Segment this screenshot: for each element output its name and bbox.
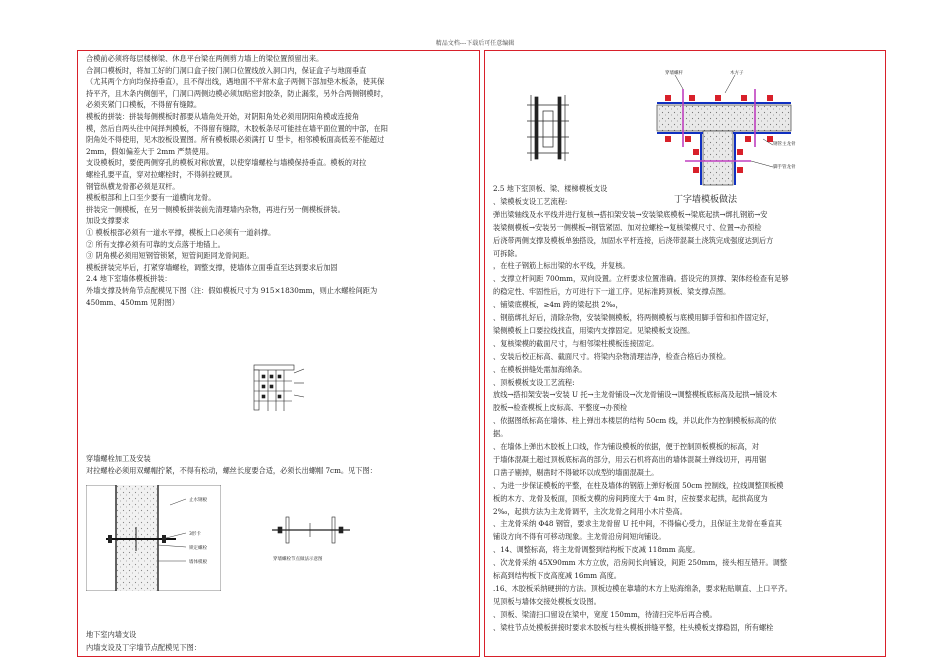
right-text-line-2: 弹出梁轴线及水平线并进行复核→搭扣架安装→安装梁底模板→梁底起拱→绑扎钢筋→安: [493, 209, 768, 219]
right-text-line-24: 板的木方、龙骨及板面，顶板支模的房间跨度大于 4m 时，应按要求起拱，起拱高度为: [493, 493, 768, 503]
left-text-line-11: 钢管纵横龙骨都必须是双杆。: [86, 181, 180, 191]
right-text-line-19: 据。: [493, 429, 508, 439]
inner-wall-title: 地下室内墙支设: [86, 630, 137, 639]
left-text-line-15: ① 模板根部必须有一道水平撑，模板上口必须有一道斜撑。: [86, 228, 276, 237]
right-text-line-12: 、复核梁模的截面尺寸，与相邻梁柱模板连接固定。: [493, 338, 659, 348]
right-text-line-17: 胶板→检查模板上皮标高、平整度→办预检: [493, 403, 628, 413]
right-text-line-26: 、主龙骨采纳 Φ48 钢管，要求主龙骨留 U 托中间，不得偏心受力，且保证主龙骨在垂直其: [493, 519, 782, 529]
right-text-line-14: 、在模板拼缝处需加海绵条。: [493, 364, 587, 374]
right-text-line-28: 、14、调整标高，将主龙骨调整到结构板下皮减 118mm 高度。: [493, 545, 700, 555]
left-text-line-21: 450mm、450mm 见附图）: [86, 297, 179, 307]
left-text-line-12: 模板根部和上口至少要有一道横向龙骨。: [86, 193, 216, 203]
right-text-line-4: 后浇带两侧支撑及模板单独搭设，加固水平杆连接，后浇带混凝土浇筑完成强度达到后方: [493, 235, 774, 245]
right-text-line-3: 装梁侧模板→安装另一侧模板→钢管紧固、加对拉螺栓→复核梁模尺寸、位置→办预检: [493, 222, 762, 232]
left-text-line-3: 持平齐，且木条内侧刨平，门洞口两侧边模必须加贴密封胶条，防止漏浆，另外合两侧钢模时，: [86, 88, 388, 98]
left-text-line-4: 必须夹紧门口模板，不得留有缝隙。: [86, 100, 202, 110]
left-text-line-17: ③ 阴角模必须用短钢管锁紧，短管间距同龙骨间距。: [86, 251, 254, 261]
right-text-line-18: 、依据图纸标高在墙体、柱上弹出本楼层的结构 50cm 线，并以此作为控制模板标高的依: [493, 416, 777, 426]
bolt-section-text: 对拉螺栓必须用双螺帽拧紧，不得有松动，螺丝长度要合适，必须长出螺帽 7cm。见下图：: [86, 466, 377, 475]
left-text-line-20: 外墙支撑及转角节点配模见下图（注：假如模板尺寸为 915×1830mm，则止水螺栓间距为: [86, 286, 378, 295]
left-text-line-6: 模，然后自两头往中间择判模板，不得留有缝隙，木胶板条尽可能挂在墙平面位置的中部，在阳: [86, 123, 388, 133]
right-page: [484, 50, 886, 657]
right-text-line-6: ，在柱子钢筋上标出梁的水平线，并复核。: [493, 261, 630, 271]
bolt-detail-note: 穿墙螺栓节点做法示意图: [273, 557, 323, 562]
t-wall-label-2: 钢管主龙骨: [773, 142, 796, 147]
column-formwork-figure: [523, 93, 573, 163]
right-text-line-23: 、为进一步保证模板的平整，在柱及墙体的钢筋上弹好板面 50cm 控制线，拉线调整顶板模: [493, 480, 784, 490]
right-text-line-31: .16、木胶板采纳硬拼的方法。顶板边模在靠墙的木方上贴海绵条，要求粘贴顺直、上口平齐。: [493, 583, 792, 593]
left-text-line-9: 支设模板时，要使两侧穿孔的模板对称放置，以使穿墙螺栓与墙模保持垂直。模板的对拉: [86, 158, 367, 168]
right-text-line-25: 2‰，起拱方法为主龙骨调平，主次龙骨之间用小木片垫高。: [493, 506, 687, 516]
right-text-line-7: 、支撑立杆间距 700mm，双向设置。立杆要求位置准确。搭设完的顶撑、架体经检查有足够: [493, 274, 789, 284]
left-page: [77, 50, 480, 657]
left-text-line-0: 合模前必须将每层楼梯梁、休息平台梁在两侧剪力墙上的梁位置预留出来。: [86, 54, 324, 63]
t-wall-label-0: 穿墙螺杆: [665, 71, 683, 76]
right-text-line-33: 、顶板、梁清扫口留设在梁中，宽度 150mm，待清扫完毕后再合模。: [493, 609, 717, 619]
right-text-line-27: 铺设方向不得有可移动现象。主龙骨沿房间短向铺设。: [493, 532, 666, 542]
page-header: 精品文档---下载后可任意编辑: [435, 40, 515, 47]
inner-wall-text: 内墙支设及丁字墙节点配模见下图：: [86, 643, 202, 652]
right-text-line-11: 梁侧模板上口要拉线找直，用梁内支撑固定。见梁模板支设图。: [493, 325, 695, 335]
left-text-line-13: 拼装完一侧模板，在另一侧模板拼装前先清理墙内杂物，再进行另一侧模板拼装。: [86, 204, 345, 214]
t-wall-label-3: 脚手管龙骨: [773, 165, 796, 170]
left-text-line-1: 合洞口模板时，将加工好的门洞口盒子按门洞口位置线放入洞口内，保证盒子与地面垂直: [86, 65, 367, 75]
bolt-label-0: 止水钢板: [189, 498, 207, 503]
right-text-line-29: 、次龙骨采纳 45X90mm 木方立放，沿房间长向铺设，间距 250mm，接头相互错开。调整: [493, 558, 788, 568]
right-text-line-32: 见顶板与墙体交接处模板支设图。: [493, 596, 601, 606]
right-text-line-20: 、在墙体上弹出木胶板上口线，作为铺设模板的依据，便于控制顶板模板的标高，对: [493, 442, 759, 451]
bolt-label-1: 3形卡: [189, 532, 201, 537]
left-text-line-2: （尤其两个方向均保持垂直），且不得出线，遇地面不平常木盒子两侧下部加垫木板条，使其保: [86, 77, 385, 87]
t-wall-caption: 丁字墙模板做法: [674, 195, 738, 205]
t-wall-label-1: 木方子: [730, 71, 744, 76]
right-text-line-0: 2.5 地下室顶板、梁、楼梯模板支设: [493, 184, 608, 193]
right-text-line-10: 、钢筋绑扎好后，清除杂物，安装梁侧模板，将两侧模板与底模用脚手管和扣件固定好，: [493, 313, 774, 322]
right-text-line-9: 、铺梁底模板，≥4m 跨的梁起拱 2‰，: [493, 300, 623, 310]
bolt-detail-figure: [266, 513, 356, 553]
left-text-line-8: 2mm，假如偏差大于 2mm 严禁使用。: [86, 146, 214, 156]
left-text-line-10: 螺栓孔要平直，穿对拉螺栓时，不得斜拉硬顶。: [86, 170, 237, 179]
right-text-line-8: 的稳定性、牢固性后，方可进行下一道工序。见标准跨顶板、梁支撑点图。: [493, 287, 731, 297]
left-text-line-16: ② 所有支撑必须有可靠的支点落于地锚上。: [86, 239, 225, 249]
left-text-line-19: 2.4 地下室墙体模板拼装：: [86, 274, 172, 284]
right-text-line-13: 、安装后校正标高、截面尺寸。将梁内杂物清理洁净，检查合格后办预检。: [493, 351, 731, 361]
bolt-label-2: 锁定螺栓: [189, 546, 207, 551]
bolt-label-3: 墙体模板: [189, 560, 207, 565]
corner-formwork-figure: [248, 359, 306, 419]
right-text-line-34: 、梁柱节点处模板拼接时要求木胶板与柱头模板拼缝平整，柱头模板支撑稳固，所有螺栓: [493, 622, 774, 632]
bolt-section-title: 穿墙螺栓加工及安装: [86, 454, 151, 463]
right-text-line-21: 于墙体混凝土超过顶板底标高的部分，用云石机将高出的墙体混凝土弹线切开，再用锯: [493, 454, 767, 464]
right-text-line-15: 、顶板模板支设工艺流程:: [493, 377, 575, 387]
left-text-line-7: 阴角处不得使用，见木胶板设置图。所有模板眼必须满打 U 型卡，相邻模板面高低差不能超过: [86, 135, 385, 145]
left-text-line-14: 加设支撑要求: [86, 216, 130, 226]
right-text-line-30: 标高到结构板下皮高度减 16mm 高度。: [493, 571, 621, 580]
right-text-line-5: 可拆除。: [493, 248, 522, 258]
right-text-line-22: 口凿子剔掉，剔凿时不得破坏以成型的墙面混凝土。: [493, 467, 659, 477]
right-text-line-16: 放线→搭扣架安装→安装 U 托→主龙骨铺设→次龙骨铺设→调整模板底标高及起拱→铺设木: [493, 390, 777, 400]
right-text-line-1: 、梁模板支设工艺流程:: [493, 196, 568, 206]
left-text-line-18: 模板拼装完毕后，打紧穿墙螺栓，调整支撑，使墙体立面垂直至达到要求后加固: [86, 262, 338, 272]
left-text-line-5: 模板的拼装：拼装每侧模板时都要从墙角处开始，对阴阳角处必须用阴阳角模或连接角: [86, 112, 360, 121]
